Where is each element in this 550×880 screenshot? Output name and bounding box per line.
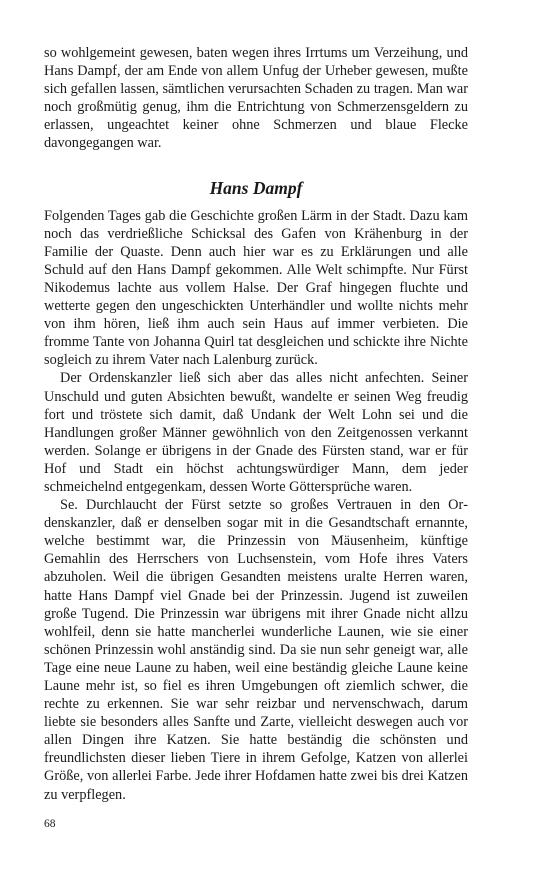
intro-paragraph: so wohlgemeint gewesen, baten wegen ihres Irrtums um Verzeihung, und Hans Dampf, der am Ende von allem Unfug der Urheber gewesen, mußte sich gefallen lassen, sämtlichen verursachten Schaden zu tragen. Man war noch großmütig genug, ihm die Entrichtung von Schmerzensgeldern zu erlassen, ungeachtet keiner ohne Schmerzen und blaue Flecke davongegangen war. xyxy=(44,45,468,152)
page-number: 68 xyxy=(44,818,56,830)
book-page xyxy=(44,44,468,804)
body-paragraph-3: Se. Durchlaucht der Fürst setzte so großes Vertrauen in den Ordenskanzler, daß er denselben sogar mit in die Gesandtschaft ernannte, welche bestimmt war, die Prinzessin von Mäusenheim, künftige Gemahlin des Herrschers von Luchsenstein, vom Hofe ihres Vaters abzuholen. Weil die übrigen Gesandten meistens uralte Herren waren, hatte Hans Dampf viel Gnade bei der Prinzessin. Jugend ist zuweilen große Tugend. Die Prinzessin war übrigens mit ihrer Gnade nicht allzu wohlfeil, denn sie hatte mancherlei wunderliche Launen, wie sie einer schönen Prinzessin wohl anständig sind. Da sie nun sehr geneigt war, alle Tage eine neue Laune zu haben, weil eine beständig gleiche Laune keine Laune mehr ist, so fiel es ihren Umgebungen oft ziemlich schwer, die rechte zu erkennen. Sie war sehr reizbar und nervenschwach, darum liebte sie besonders alles Sanfte und Zarte, vielleicht deswegen auch vor allen Dingen ihre Katzen. Sie hatte beständig die schönsten und freundlichsten dieser lieben Tiere in ihrem Gefolge, Katzen von allerlei Größe, von allerlei Farbe. Jede ihrer Hofdamen hatte zwei bis drei Katzen zu verpflegen. xyxy=(44,497,468,803)
body-paragraph-2: Der Ordenskanzler ließ sich aber das alles nicht anfechten. Seiner Unschuld und guten Absichten bewußt, wandelte er seinen Weg freudig fort und tröstete sich damit, daß Undank der Welt Lohn sei und die Handlungen großer Männer gewöhnlich von den Zeitgenossen verkannt werden. Solange er übrigens in der Gnade des Fürsten stand, war er für Hof und Stadt ein höchst achtungswürdiger Mann, dem jeder schmeichelnd entgegenkam, dessen Worte Göttersprüche waren. xyxy=(44,370,468,495)
section-title: Hans Dampf xyxy=(209,177,303,198)
body-paragraph-1: Folgenden Tages gab die Geschichte großen Lärm in der Stadt. Dazu kam noch das verdrießliche Schicksal des Gafen von Krähenburg in der Familie der Quaste. Denn auch hier war es zu Erklärungen und alle Schuld auf den Hans Dampf gekommen. Alle Welt schimpfte. Nur Fürst Nikodemus lachte aus vollem Halse. Der Graf hingegen fluchte und wetterte gegen den ungeschickten Unterhändler und wollte nichts mehr von ihm hören, ließ ihm auch sein Haus auf immer verbieten. Die fromme Tante von Johanna Quirl tat desgleichen und schickte ihre Nichte sogleich zu ihrem Vater nach Lalenburg zurück. xyxy=(44,207,468,369)
